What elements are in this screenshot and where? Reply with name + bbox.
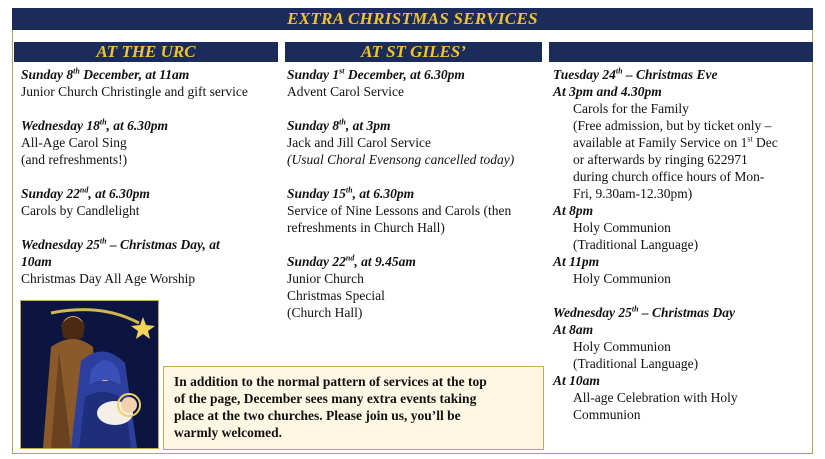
service-desc: Carols for the Family <box>573 101 689 116</box>
stgiles-event-desc: Christmas Special <box>287 288 385 303</box>
stgiles-event-desc: refreshments in Church Hall) <box>287 220 445 235</box>
stgiles-event-date: Sunday 15th, at 6.30pm <box>287 185 415 201</box>
service-desc: All-age Celebration with Holy <box>573 390 738 405</box>
urc-heading: AT THE URC <box>14 42 278 62</box>
stgiles-event-desc: Jack and Jill Carol Service <box>287 135 431 150</box>
day-heading: Tuesday 24th – Christmas Eve <box>553 66 718 82</box>
urc-event-desc: (and refreshments!) <box>21 152 128 167</box>
stgiles-event-desc: (Church Hall) <box>287 305 363 320</box>
urc-event-date: Sunday 22nd, at 6.30pm <box>21 185 150 201</box>
service-desc: (Free admission, but by ticket only – <box>573 118 772 133</box>
service-desc: Holy Communion <box>573 339 671 354</box>
stgiles-event-note: (Usual Choral Evensong cancelled today) <box>287 152 515 167</box>
day-heading: Wednesday 25th – Christmas Day <box>553 304 735 320</box>
service-time: At 8pm <box>553 203 594 218</box>
stgiles-column <box>287 66 545 321</box>
urc-event-desc: All-Age Carol Sing <box>21 135 127 150</box>
note-line: warmly welcomed. <box>174 425 282 440</box>
stgiles-event-desc: Service of Nine Lessons and Carols (then <box>287 203 512 218</box>
nativity-icon <box>21 301 158 448</box>
service-desc: or afterwards by ringing 622971 <box>573 152 748 167</box>
service-desc: available at Family Service on 1st Dec <box>573 134 778 150</box>
stgiles-heading: AT ST GILES’ <box>285 42 542 62</box>
stgiles-event-desc: Advent Carol Service <box>287 84 404 99</box>
urc-event-date: Sunday 8th December, at 11am <box>21 66 190 82</box>
page-title: EXTRA CHRISTMAS SERVICES <box>12 8 813 30</box>
service-desc: (Traditional Language) <box>573 356 699 371</box>
urc-column <box>21 66 283 287</box>
service-desc: Holy Communion <box>573 220 671 235</box>
service-desc: during church office hours of Mon- <box>573 169 765 184</box>
stgiles-event-desc: Junior Church <box>287 271 364 286</box>
urc-event-desc: Junior Church Christingle and gift service <box>21 84 248 99</box>
service-time: At 10am <box>553 373 600 388</box>
stgiles-event-date: Sunday 1st December, at 6.30pm <box>287 66 465 82</box>
service-desc: Holy Communion <box>573 271 671 286</box>
service-time: At 3pm and 4.30pm <box>553 84 662 99</box>
service-desc: Fri, 9.30am-12.30pm) <box>573 186 693 201</box>
service-desc: (Traditional Language) <box>573 237 699 252</box>
note-line: In addition to the normal pattern of services at the top <box>174 374 487 389</box>
note-line: place at the two churches. Please join us, you’ll be <box>174 408 461 423</box>
service-time: At 11pm <box>553 254 600 269</box>
third-column <box>553 66 809 423</box>
urc-event-date: Wednesday 25th – Christmas Day, at <box>21 236 220 252</box>
service-time: At 8am <box>553 322 594 337</box>
info-note <box>163 366 544 450</box>
note-line: of the page, December sees many extra events taking <box>174 391 477 406</box>
urc-event-desc: Carols by Candlelight <box>21 203 140 218</box>
urc-event-date: Wednesday 18th, at 6.30pm <box>21 117 169 133</box>
nativity-image <box>20 300 159 449</box>
urc-event-date: 10am <box>21 254 52 269</box>
service-desc: Communion <box>573 407 641 422</box>
third-heading <box>549 42 813 62</box>
stgiles-event-date: Sunday 8th, at 3pm <box>287 117 391 133</box>
stgiles-event-date: Sunday 22nd, at 9.45am <box>287 253 416 269</box>
urc-event-desc: Christmas Day All Age Worship <box>21 271 196 286</box>
